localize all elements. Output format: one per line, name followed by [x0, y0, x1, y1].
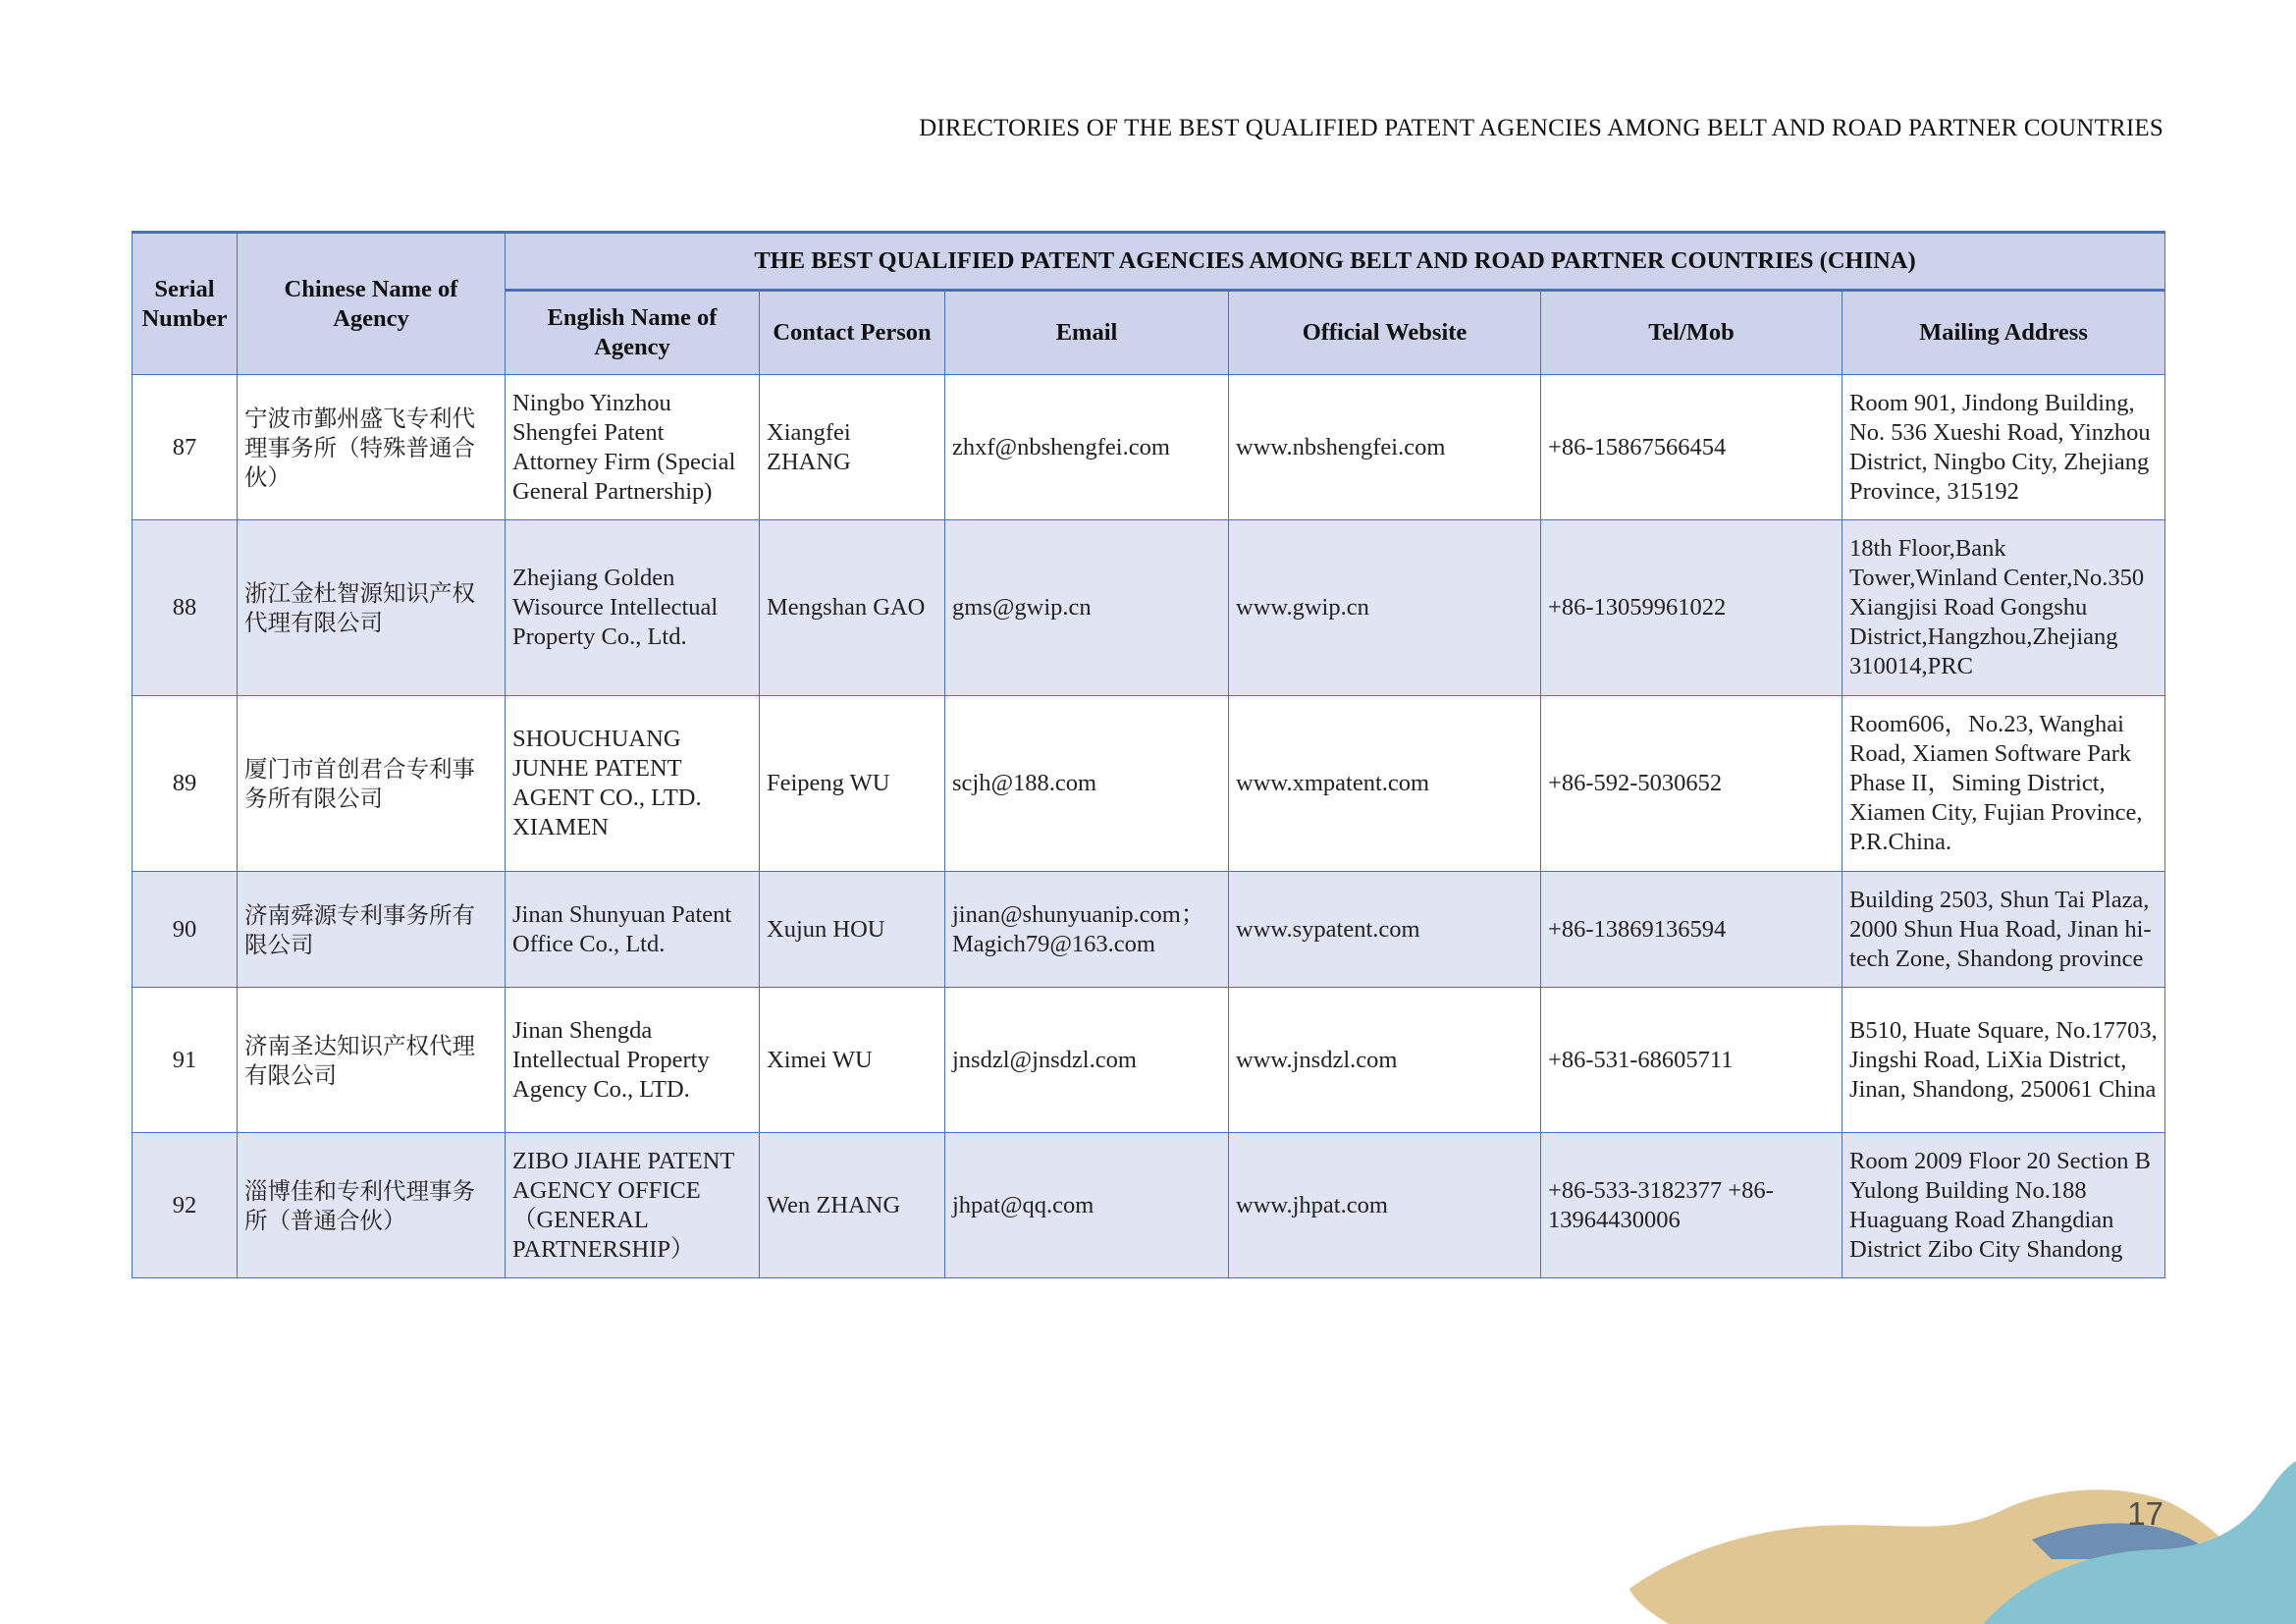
cell-email: scjh@188.com	[945, 696, 1229, 872]
cell-english-name: SHOUCHUANG JUNHE PATENT AGENT CO., LTD. XIAMEN	[506, 696, 760, 872]
cell-contact-person: Mengshan GAO	[760, 520, 945, 696]
cell-website: www.jnsdzl.com	[1229, 988, 1541, 1133]
cell-serial: 89	[133, 696, 238, 872]
cell-contact-person: Xujun HOU	[760, 872, 945, 988]
cell-tel: +86-13869136594	[1541, 872, 1842, 988]
cell-serial: 87	[133, 375, 238, 520]
page-number: 17	[2127, 1495, 2163, 1532]
cell-address: Building 2503, Shun Tai Plaza, 2000 Shun Hua Road, Jinan hi-tech Zone, Shandong province	[1842, 872, 2165, 988]
cell-english-name: Ningbo Yinzhou Shengfei Patent Attorney Firm (Special General Partnership)	[506, 375, 760, 520]
cell-address: B510, Huate Square, No.17703, Jingshi Road, LiXia District, Jinan, Shandong, 250061 China	[1842, 988, 2165, 1133]
header-tel-mob: Tel/Mob	[1541, 291, 1842, 375]
table-row	[133, 988, 2165, 1133]
header-group-title: THE BEST QUALIFIED PATENT AGENCIES AMONG BELT AND ROAD PARTNER COUNTRIES (CHINA)	[506, 233, 2165, 291]
cell-email: jhpat@qq.com	[945, 1133, 1229, 1278]
header-chinese-name: Chinese Name of Agency	[238, 233, 506, 375]
cell-english-name: Jinan Shengda Intellectual Property Agency Co., LTD.	[506, 988, 760, 1133]
cell-serial: 90	[133, 872, 238, 988]
cell-chinese-name: 浙江金杜智源知识产权代理有限公司	[238, 520, 506, 696]
table-row	[133, 520, 2165, 696]
cell-address: Room 2009 Floor 20 Section B Yulong Building No.188 Huaguang Road Zhangdian District Zibo City Shandong	[1842, 1133, 2165, 1278]
cell-email: jnsdzl@jnsdzl.com	[945, 988, 1229, 1133]
cell-website: www.jhpat.com	[1229, 1133, 1541, 1278]
cell-email: gms@gwip.cn	[945, 520, 1229, 696]
decorative-waves	[1610, 1443, 2296, 1624]
cell-serial: 88	[133, 520, 238, 696]
agency-directory-table	[132, 231, 2165, 1278]
header-mailing-address: Mailing Address	[1842, 291, 2165, 375]
header-contact-person: Contact Person	[760, 291, 945, 375]
header-email: Email	[945, 291, 1229, 375]
cell-contact-person: Feipeng WU	[760, 696, 945, 872]
cell-contact-person: Wen ZHANG	[760, 1133, 945, 1278]
table-header-row-1	[133, 233, 2165, 291]
cell-english-name: Zhejiang Golden Wisource Intellectual Property Co., Ltd.	[506, 520, 760, 696]
header-serial-number: Serial Number	[133, 233, 238, 375]
table-row	[133, 1133, 2165, 1278]
cell-serial: 92	[133, 1133, 238, 1278]
cell-tel: +86-533-3182377 +86-13964430006	[1541, 1133, 1842, 1278]
cell-chinese-name: 济南圣达知识产权代理有限公司	[238, 988, 506, 1133]
cell-address: Room 901, Jindong Building, No. 536 Xueshi Road, Yinzhou District, Ningbo City, Zhejiang Province, 315192	[1842, 375, 2165, 520]
cell-chinese-name: 济南舜源专利事务所有限公司	[238, 872, 506, 988]
cell-address: 18th Floor,Bank Tower,Winland Center,No.350 Xiangjisi Road Gongshu District,Hangzhou,Zhejiang 310014,PRC	[1842, 520, 2165, 696]
cell-english-name: ZIBO JIAHE PATENT AGENCY OFFICE （GENERAL PARTNERSHIP）	[506, 1133, 760, 1278]
cell-address: Room606，No.23, Wanghai Road, Xiamen Software Park Phase II，Siming District, Xiamen City, Fujian Province, P.R.China.	[1842, 696, 2165, 872]
cell-chinese-name: 厦门市首创君合专利事务所有限公司	[238, 696, 506, 872]
cell-english-name: Jinan Shunyuan Patent Office Co., Ltd.	[506, 872, 760, 988]
cell-contact-person: Ximei WU	[760, 988, 945, 1133]
cell-contact-person: Xiangfei ZHANG	[760, 375, 945, 520]
cell-website: www.gwip.cn	[1229, 520, 1541, 696]
cell-website: www.nbshengfei.com	[1229, 375, 1541, 520]
header-official-website: Official Website	[1229, 291, 1541, 375]
cell-chinese-name: 宁波市鄞州盛飞专利代理事务所（特殊普通合伙）	[238, 375, 506, 520]
cell-tel: +86-531-68605711	[1541, 988, 1842, 1133]
cell-email: zhxf@nbshengfei.com	[945, 375, 1229, 520]
cell-email: jinan@shunyuanip.com；Magich79@163.com	[945, 872, 1229, 988]
table-row	[133, 872, 2165, 988]
cell-website: www.xmpatent.com	[1229, 696, 1541, 872]
cell-tel: +86-592-5030652	[1541, 696, 1842, 872]
cell-tel: +86-13059961022	[1541, 520, 1842, 696]
cell-tel: +86-15867566454	[1541, 375, 1842, 520]
cell-serial: 91	[133, 988, 238, 1133]
table-row	[133, 696, 2165, 872]
table-row	[133, 375, 2165, 520]
cell-website: www.sypatent.com	[1229, 872, 1541, 988]
cell-chinese-name: 淄博佳和专利代理事务所（普通合伙）	[238, 1133, 506, 1278]
header-english-name: English Name of Agency	[506, 291, 760, 375]
running-head: DIRECTORIES OF THE BEST QUALIFIED PATENT AGENCIES AMONG BELT AND ROAD PARTNER COUNTRIES	[919, 115, 2163, 141]
